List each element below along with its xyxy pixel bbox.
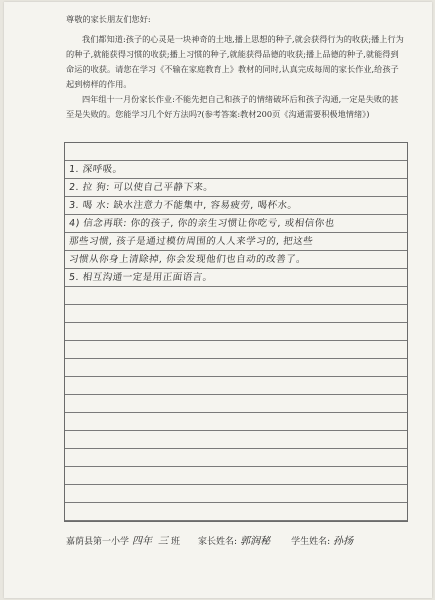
answer-line-2: 2. 拉 狗: 可以使自己平静下来。 <box>68 182 214 193</box>
signature-footer <box>66 532 411 547</box>
answer-line-1: 1. 深呼吸。 <box>68 164 124 175</box>
grade-value: 四年 <box>132 536 153 547</box>
student-name-label: 学生姓名: <box>291 537 331 547</box>
class-number: 三 <box>158 536 169 547</box>
answer-line-6: 习惯从你身上清除掉, 你会发现他们也自动的改善了。 <box>68 254 307 265</box>
homework-sheet <box>4 2 432 598</box>
answer-line-3: 3. 喝 水: 缺水注意力不能集中, 容易疲劳, 喝杯水。 <box>68 200 299 211</box>
class-suffix: 班 <box>171 537 181 547</box>
parent-name-label: 家长姓名: <box>198 537 238 547</box>
lined-answer-area <box>64 142 408 522</box>
answer-line-7: 5. 相互沟通一定是用正面语言。 <box>68 272 214 283</box>
parent-name-signature: 郭润秘 <box>240 536 271 547</box>
answer-line-4: 4) 信念再联: 你的孩子, 你的亲生习惯让你吃亏, 或相信你也 <box>68 218 336 229</box>
letter-paragraph-2: 四年组十一月份家长作业:不能先把自己和孩子的情绪破坏后和孩子沟通,一定是失败的甚至是失败的。您能学习几个好方法吗?(参考答案:教材200页《沟通需要积极地情绪》) <box>66 94 399 119</box>
salutation: 尊敬的家长朋友们您好: <box>66 14 151 24</box>
student-name-signature: 孙扬 <box>333 536 354 547</box>
letter-paragraph-1: 我们都知道:孩子的心灵是一块神奇的土地,播上思想的种子,就会获得行为的收获;播上行为的种子,就能获得习惯的收获;播上习惯的种子,就能获得品德的收获;播上品德的种子,就能得到命运的收获。请您在学习《不输在家庭教育上》教材的同时,认真完成每周的家长作业,给孩子起到榜样的作用。 <box>66 34 404 89</box>
school-name: 嘉荫县第一小学 <box>66 537 130 547</box>
answer-line-5: 那些习惯, 孩子是通过模仿周围的人人来学习的, 把这些 <box>68 236 314 247</box>
